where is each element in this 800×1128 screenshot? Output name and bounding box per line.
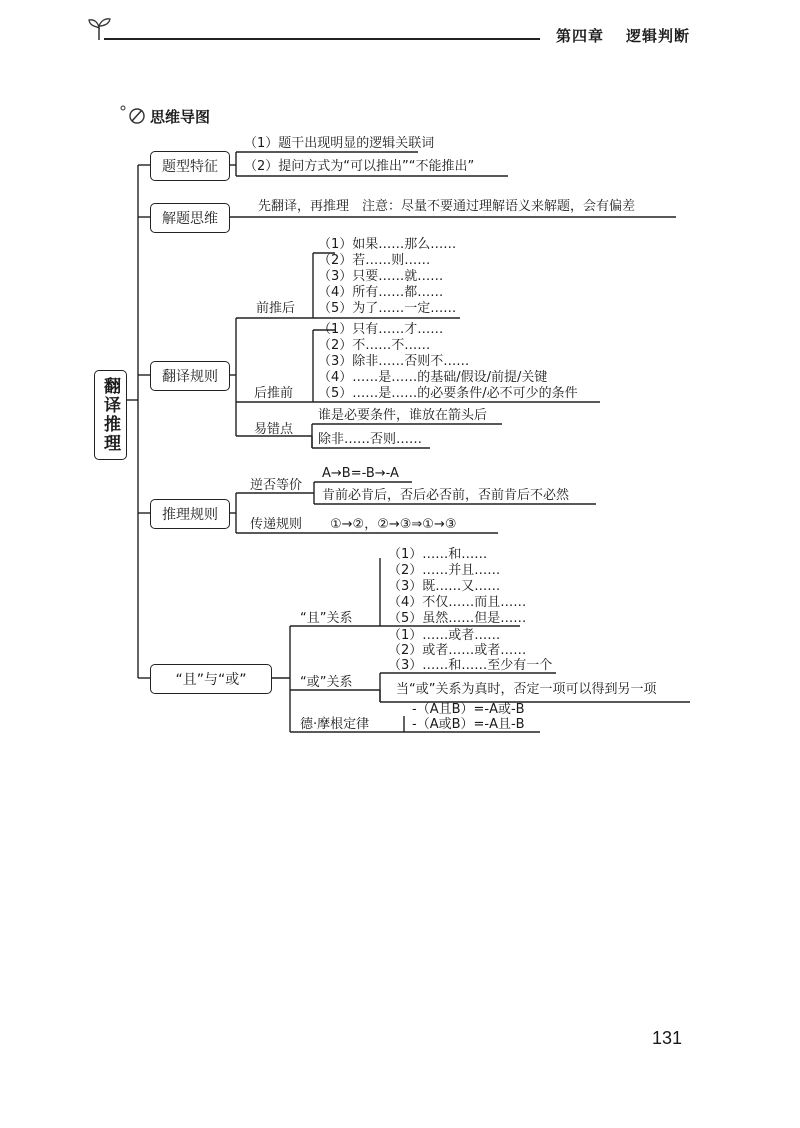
backward-label: 后推前 (254, 386, 294, 401)
and-item: （3）既……又…… (388, 579, 501, 594)
transitive-label: 传递规则 (250, 517, 303, 532)
de-morgan-item: -（A或B）=-A且-B (412, 717, 525, 732)
node-translation-rules: 翻译规则 (150, 361, 230, 391)
forward-item: （1）如果……那么…… (318, 237, 457, 252)
feature-item: （2）提问方式为“可以推出”“不能推出” (244, 159, 475, 174)
backward-item: （5）……是……的必要条件/必不可少的条件 (318, 386, 578, 401)
node-and-or: “且”与“或” (150, 664, 272, 694)
backward-item: （4）……是……的基础/假设/前提/关键 (318, 370, 548, 385)
and-item: （2）……并且…… (388, 563, 501, 578)
backward-item: （1）只有……才…… (318, 322, 444, 337)
or-item: （3）……和……至少有一个 (388, 658, 553, 673)
or-label: “或”关系 (300, 675, 353, 690)
forward-label: 前推后 (256, 301, 296, 316)
section-title: 思维导图 (150, 108, 211, 126)
and-item: （1）……和…… (388, 547, 488, 562)
forward-item: （5）为了……一定…… (318, 301, 457, 316)
node-reasoning-rules: 推理规则 (150, 499, 230, 529)
forward-item: （4）所有……都…… (318, 285, 444, 300)
contrapositive-label: 逆否等价 (250, 478, 303, 493)
or-item: （1）……或者…… (388, 628, 501, 643)
backward-item: （2）不……不…… (318, 338, 431, 353)
or-item: （2）或者……或者…… (388, 643, 527, 658)
contrapositive-item: A→B=-B→-A (322, 466, 399, 481)
forward-item: （2）若……则…… (318, 253, 431, 268)
de-morgan-label: 德·摩根定律 (300, 717, 370, 732)
node-question-features: 题型特征 (150, 151, 230, 181)
pitfall-label: 易错点 (254, 422, 294, 437)
and-item: （4）不仅……而且…… (388, 595, 527, 610)
root-label: 翻译推理 (100, 377, 120, 453)
de-morgan-item: -（A且B）=-A或-B (412, 702, 525, 717)
and-label: “且”关系 (300, 611, 353, 626)
and-item: （5）虽然……但是…… (388, 611, 527, 626)
feature-item: （1）题干出现明显的逻辑关联词 (244, 136, 435, 151)
or-note: 当“或”关系为真时，否定一项可以得到另一项 (396, 682, 657, 697)
chapter-label: 第四章 (556, 27, 605, 45)
page-number: 131 (652, 1028, 683, 1048)
section-label: 逻辑判断 (626, 27, 691, 45)
pitfall-item: 谁是必要条件，谁放在箭头后 (318, 408, 488, 423)
thinking-text: 先翻译，再推理 注意：尽量不要通过理解语义来解题，会有偏差 (258, 199, 636, 214)
forward-item: （3）只要……就…… (318, 269, 444, 284)
pitfall-item: 除非……否则…… (318, 432, 423, 447)
node-solving-thinking: 解题思维 (150, 203, 230, 233)
backward-item: （3）除非……否则不…… (318, 354, 470, 369)
root-node (94, 370, 127, 460)
contrapositive-item: 肯前必肯后，否后必否前，否前肯后不必然 (322, 488, 570, 503)
transitive-text: ①→②，②→③⇒①→③ (330, 517, 457, 532)
